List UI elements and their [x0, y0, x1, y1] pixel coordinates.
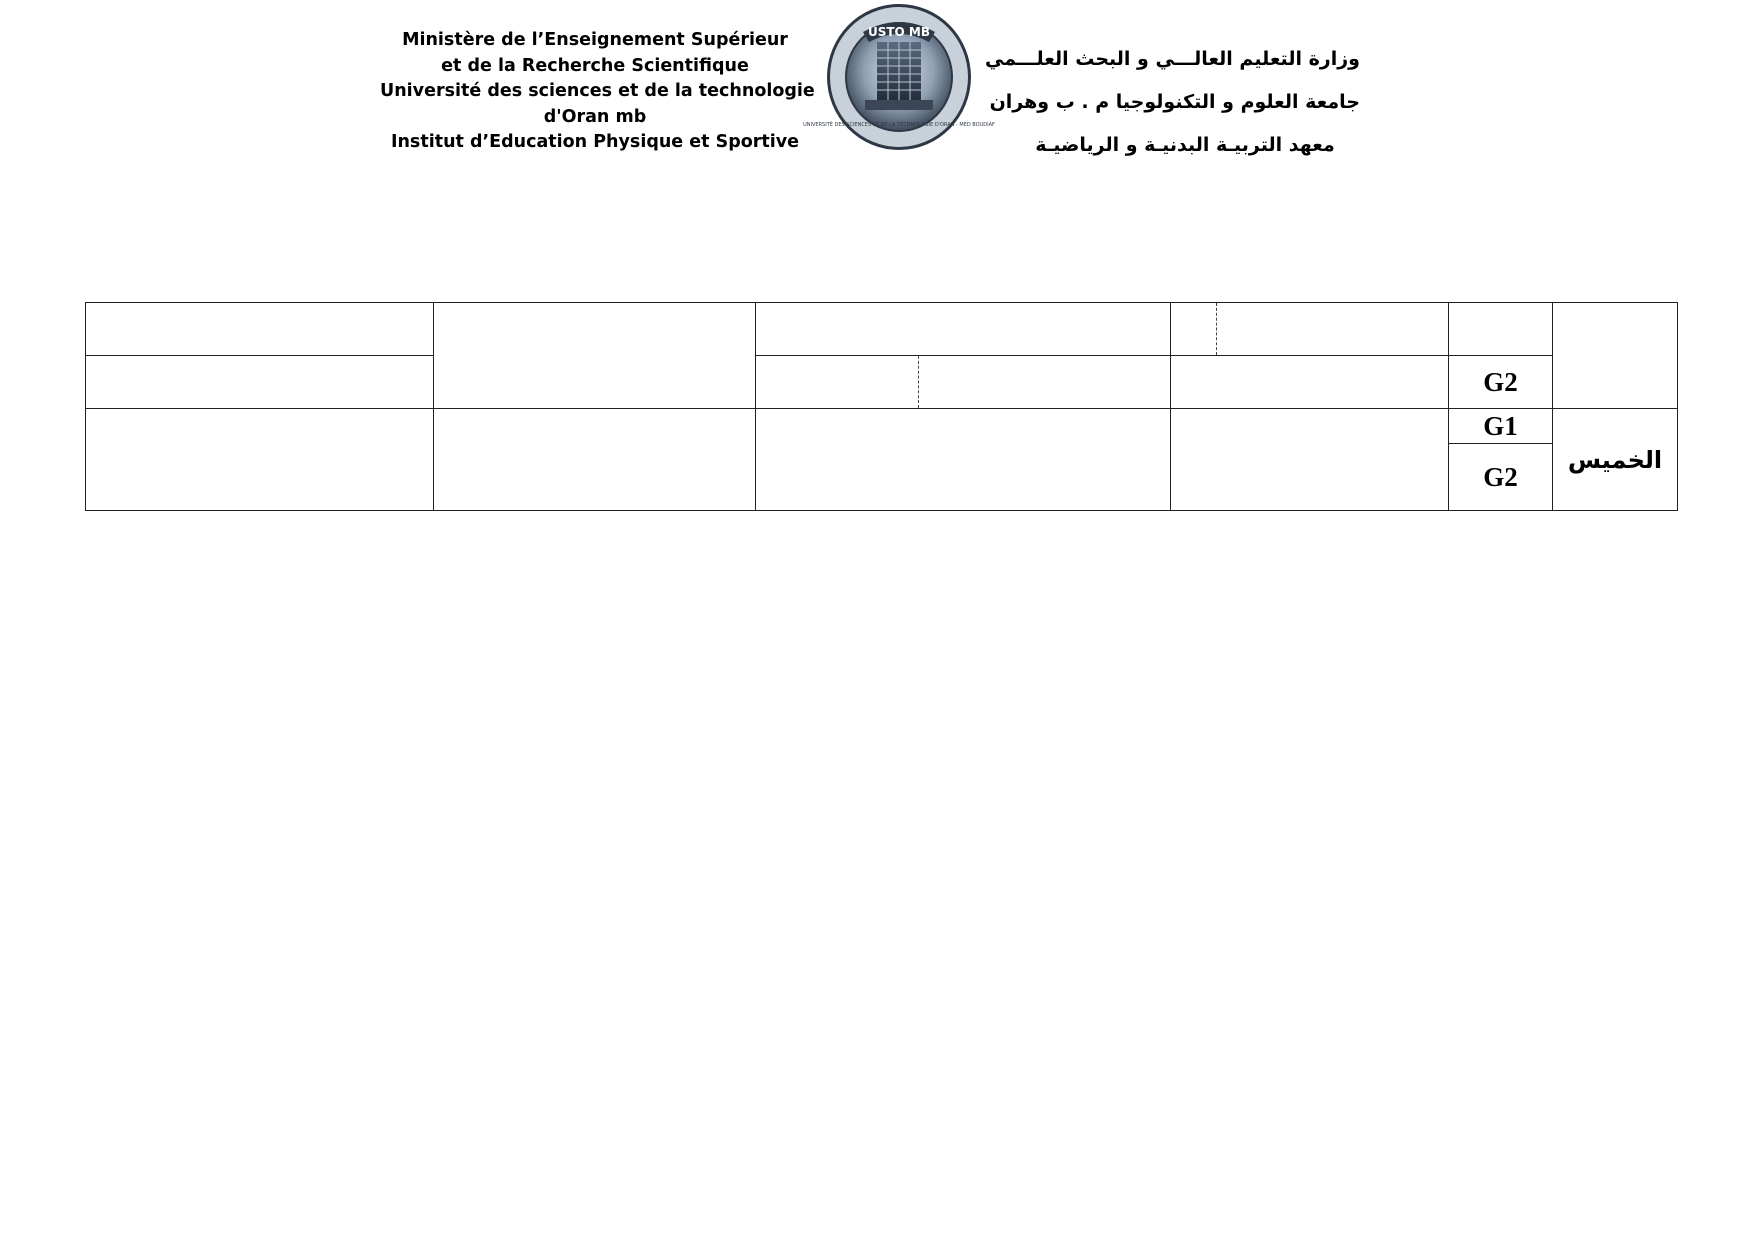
university-name-ar: جامعة العلوم و التكنولوجيا م . ب وهران — [989, 91, 1360, 113]
schedule-cell — [86, 356, 434, 409]
university-city-fr: d'Oran mb — [543, 106, 647, 127]
ministry-subtitle-fr: et de la Recherche Scientifique — [441, 55, 749, 76]
institute-name-fr: Institut d’Education Physique et Sportive — [390, 132, 800, 152]
university-seal-icon — [803, 2, 995, 152]
group-label: G2 — [1483, 366, 1518, 397]
schedule-cell — [919, 356, 1171, 409]
schedule-cell — [86, 303, 434, 356]
schedule-cell — [1171, 303, 1217, 356]
university-logo — [803, 2, 995, 152]
arabic-header — [985, 38, 1360, 167]
group-cell — [1449, 356, 1553, 409]
schedule-cell — [1171, 356, 1449, 409]
schedule-cell — [756, 409, 1171, 511]
schedule-cell — [756, 303, 1171, 356]
group-cell — [1449, 444, 1553, 511]
schedule-cell — [86, 409, 434, 511]
day-cell — [1553, 409, 1678, 511]
schedule-table — [85, 302, 1678, 511]
university-name-fr: Université des sciences et de la technologie — [380, 81, 815, 101]
group-cell — [1449, 303, 1553, 356]
svg-text:USTO MB: USTO MB — [867, 25, 931, 39]
schedule-row-2 — [86, 356, 1678, 409]
french-header — [380, 28, 815, 156]
group-label: G2 — [1483, 461, 1518, 492]
schedule-cell — [434, 303, 756, 409]
group-label: G1 — [1483, 410, 1518, 441]
svg-text:UNIVERSITÉ DES SCIENCES ET DE: UNIVERSITÉ DES SCIENCES ET DE LA TECHNOLOGIE D'ORAN - MED BOUDIAF — [803, 122, 995, 128]
day-cell — [1553, 303, 1678, 409]
ministry-name-ar: وزارة التعليم العالـــي و البحث العلـــمي — [985, 48, 1360, 70]
schedule-row-3 — [86, 409, 1678, 444]
schedule-cell — [434, 409, 756, 511]
schedule-cell — [756, 356, 919, 409]
schedule-row-1 — [86, 303, 1678, 356]
schedule-cell — [1171, 409, 1449, 511]
day-label: الخميس — [1567, 445, 1663, 474]
group-cell — [1449, 409, 1553, 444]
schedule-cell — [1217, 303, 1449, 356]
institute-name-ar: معهد التربيـة البدنيـة و الرياضيـة — [1035, 134, 1335, 156]
ministry-name-fr: Ministère de l’Enseignement Supérieur — [402, 30, 788, 50]
